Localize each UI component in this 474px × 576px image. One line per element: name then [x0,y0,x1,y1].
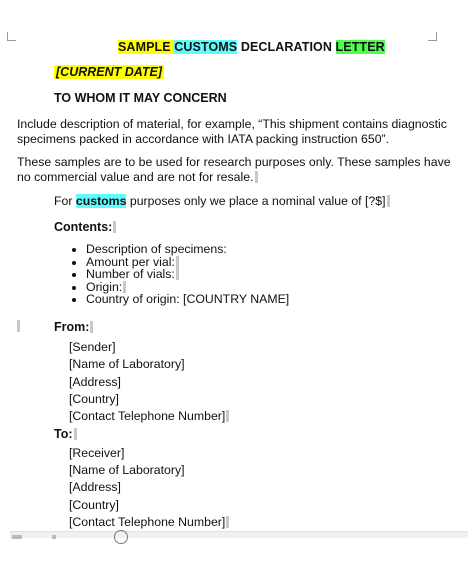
list-item [86,293,289,306]
from-line-laboratory: [Name of Laboratory] [69,357,185,371]
from-telephone-text: [Contact Telephone Number] [69,409,226,423]
crop-mark-top-left [7,32,16,41]
to-line-address: [Address] [69,480,121,494]
list-item-text: Country of origin: [COUNTRY NAME] [86,292,290,306]
list-item-text: Description of specimens: [86,242,227,256]
nominal-value-prefix: For [54,194,76,208]
crop-mark-top-right [428,32,437,41]
from-heading-label: From: [54,320,90,334]
to-heading-label: To: [54,427,73,441]
title-word-sample: SAMPLE [118,40,175,54]
formatting-mark [226,410,229,422]
to-line-receiver: [Receiver] [69,446,125,460]
contents-list [56,243,289,306]
title-word-declaration: DECLARATION [237,40,336,54]
to-heading [54,427,77,441]
list-item-text: Amount per vial: [86,254,175,269]
salutation: TO WHOM IT MAY CONCERN [54,91,227,105]
page-bottom-edge [10,531,468,538]
letter-title [118,40,385,54]
list-item-text: Number of vials: [86,267,175,281]
formatting-mark [226,516,229,528]
from-heading [54,320,93,334]
title-word-letter: LETTER [335,40,385,54]
contents-heading [54,220,116,234]
to-line-telephone [69,515,229,529]
nominal-value-text: purposes only we place a nominal value of [?$] [126,194,386,208]
paragraph-research-text: These samples are to be used for research purposes only. These samples have no commercial value and are not for resale. [17,155,451,184]
paragraph-nominal-value [54,194,390,208]
contents-heading-label: Contents: [54,220,113,234]
formatting-mark [74,428,77,440]
paragraph-research-purposes [17,155,457,185]
customs-highlight: customs [75,194,127,208]
formatting-mark [176,256,179,268]
formatting-mark [90,321,93,333]
to-line-country: [Country] [69,498,119,512]
circle-icon [114,530,128,544]
formatting-mark [176,268,179,280]
from-line-sender: [Sender] [69,340,116,354]
from-line-country: [Country] [69,392,119,406]
formatting-mark [17,320,20,332]
title-word-customs: CUSTOMS [174,40,238,54]
current-date-placeholder: [CURRENT DATE] [56,65,163,79]
to-line-laboratory: [Name of Laboratory] [69,463,185,477]
to-telephone-text: [Contact Telephone Number] [69,515,226,529]
formatting-mark [387,195,390,207]
paragraph-description: Include description of material, for example, “This shipment contains diagnostic specimens packed in accordance with IATA packing instruction 650”. [17,117,447,146]
formatting-mark [113,221,116,233]
from-line-telephone [69,409,229,423]
list-item-text: Origin: [86,279,123,294]
bottom-toolbar-fragment [52,535,56,539]
formatting-mark [123,281,126,293]
bottom-toolbar-fragment [12,535,22,539]
from-line-address: [Address] [69,375,121,389]
formatting-mark [255,171,258,183]
